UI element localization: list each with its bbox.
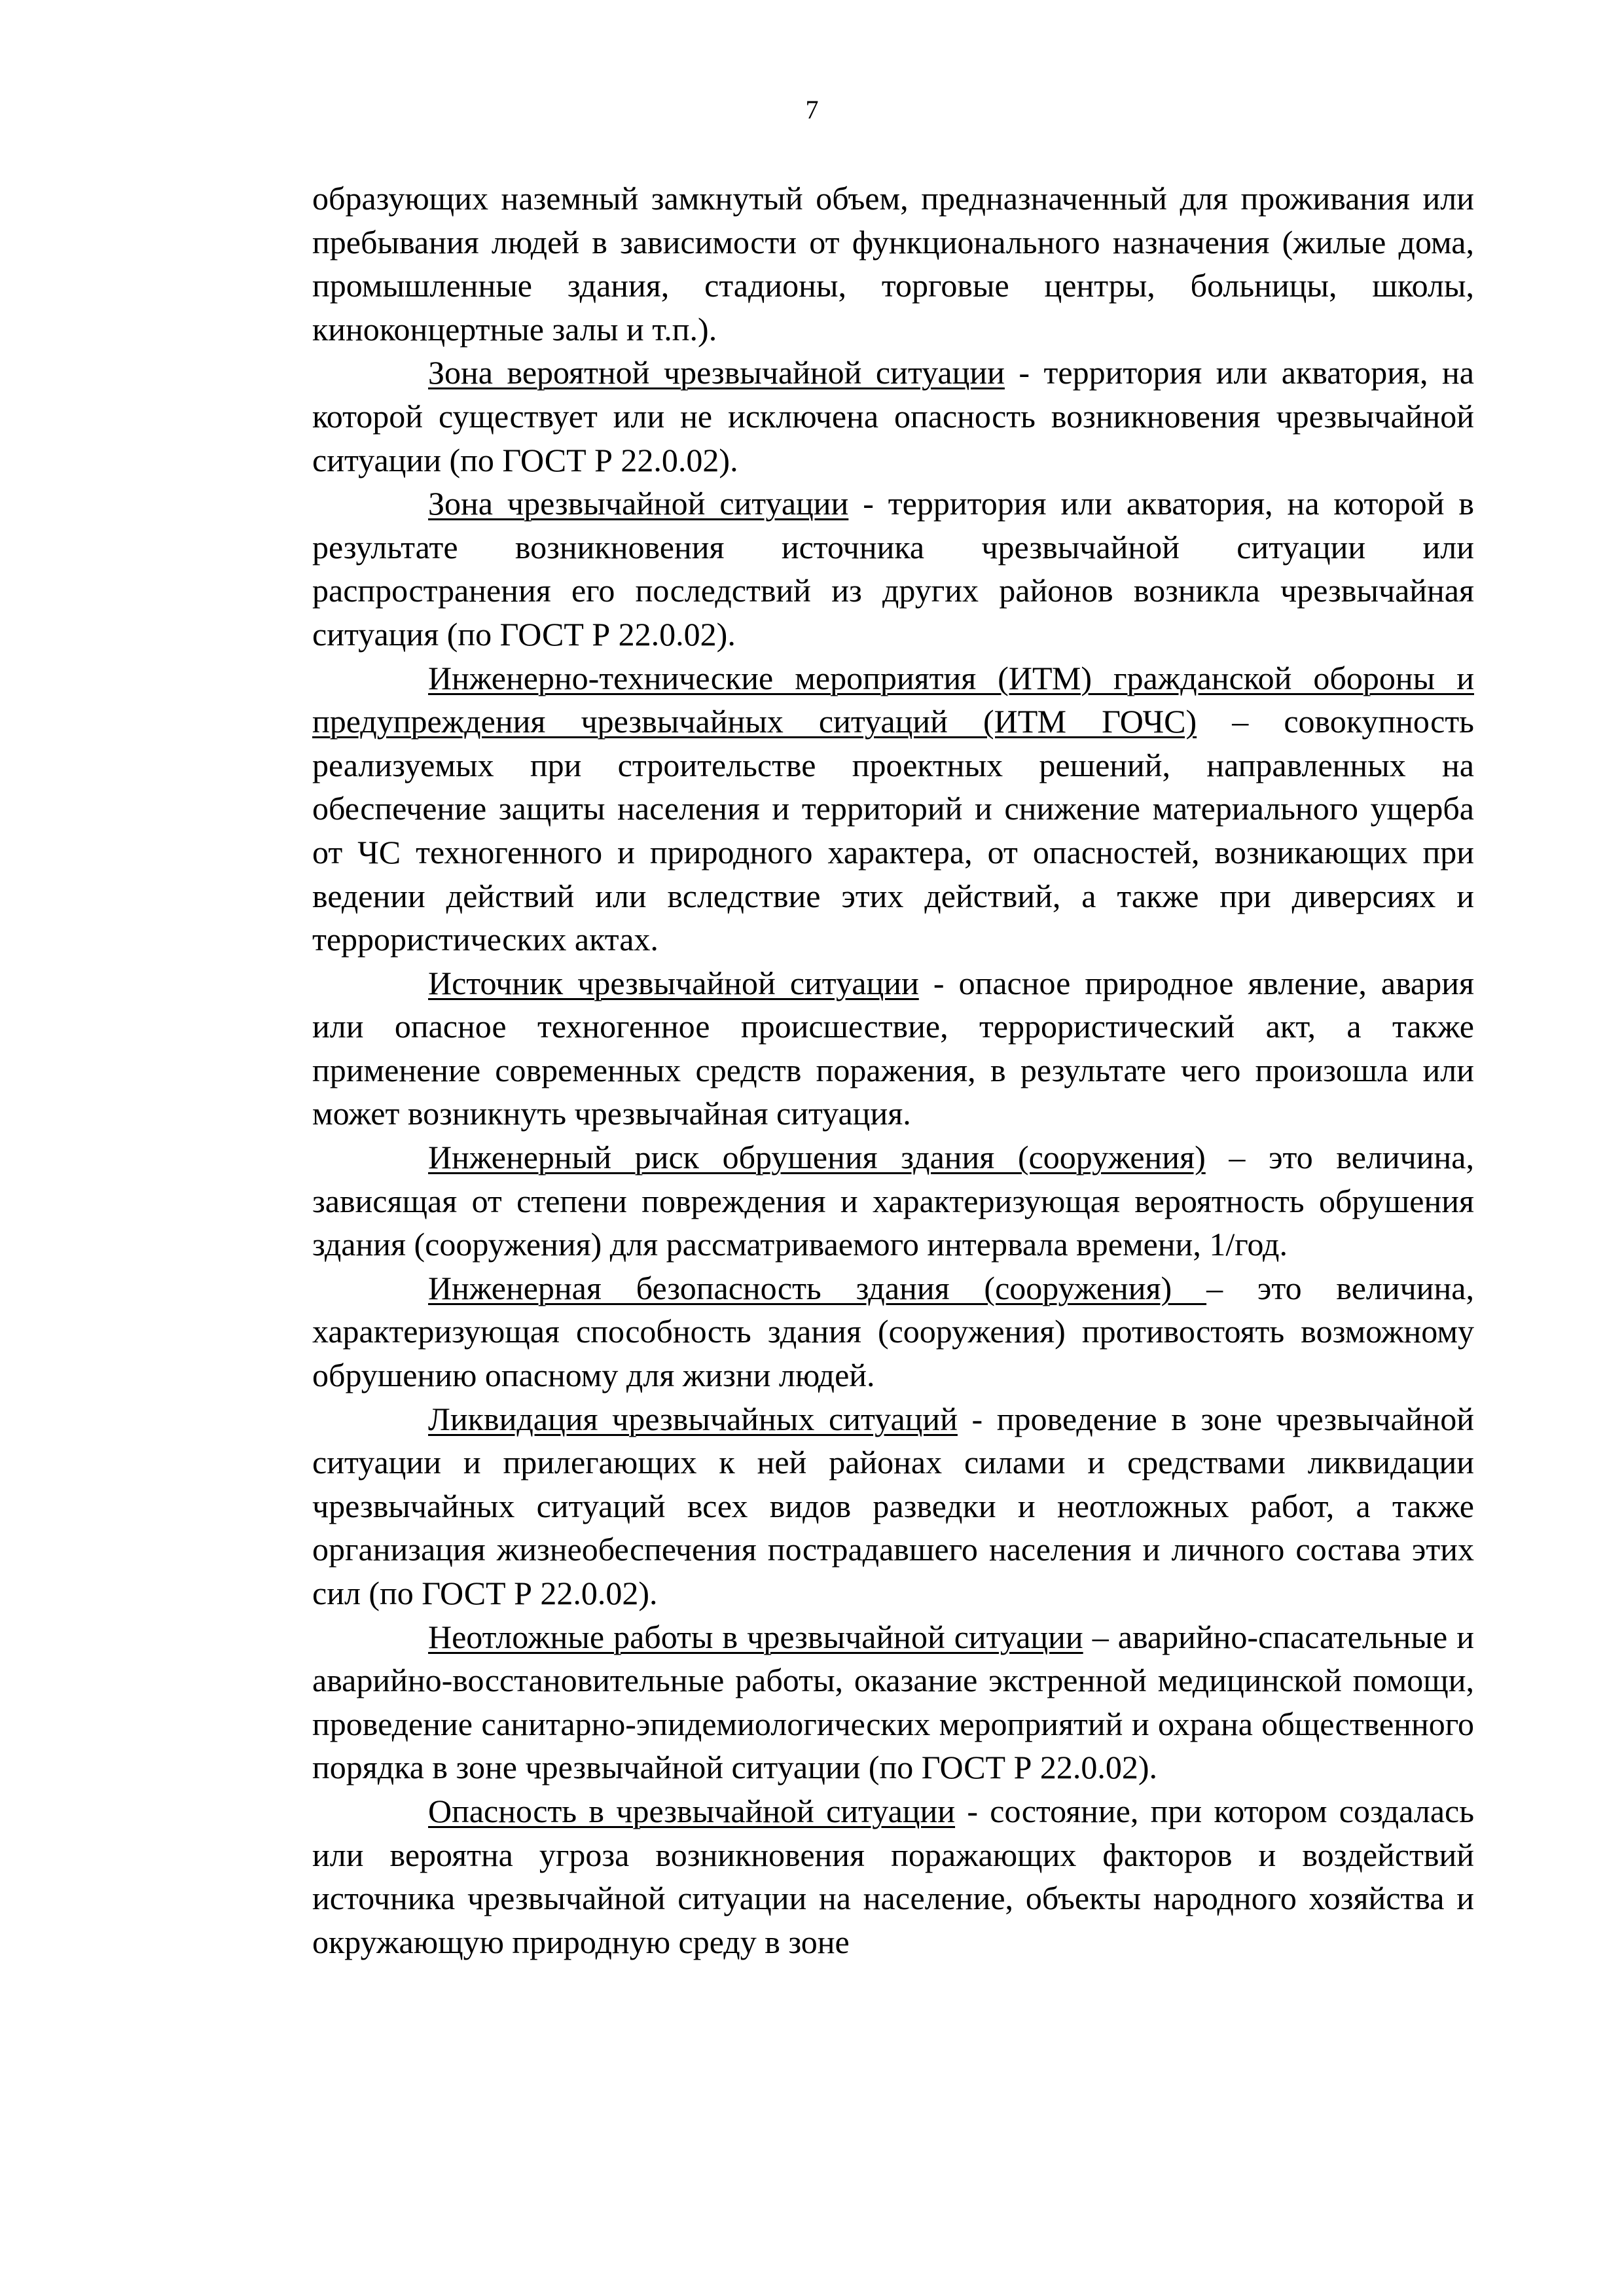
definition-text: - территория или акватория, на которой в результате возникновения источника чрезвычайной ситуации или распространения его последствий из других районов возникла чрезвычайная ситуация (по ГОСТ Р 22.0.02). xyxy=(312,485,1474,653)
term: Опасность в чрезвычайной ситуации xyxy=(428,1792,956,1829)
definition-text: – это величина, характеризующая способность здания (сооружения) противостоять возможному обрушению опасному для жизни людей. xyxy=(312,1269,1474,1394)
term: Зона чрезвычайной ситуации xyxy=(428,485,849,522)
definition-text: – это величина, зависящая от степени повреждения и характеризующая вероятность обрушения здания (сооружения) для рассматриваемого интервала времени, 1/год. xyxy=(312,1139,1474,1263)
definition-emergency-source xyxy=(312,961,1474,1136)
term: Инженерный риск обрушения здания (сооружения) xyxy=(428,1139,1206,1176)
term: Зона вероятной чрезвычайной ситуации xyxy=(428,354,1005,391)
page-number: 7 xyxy=(805,95,819,124)
definition-zone-emergency xyxy=(312,482,1474,656)
definition-zone-probable-emergency xyxy=(312,351,1474,482)
definition-text: – совокупность реализуемых при строительстве проектных решений, направленных на обеспечение защиты населения и территорий и снижение материального ущерба от ЧС техногенного и природного характера, от опасностей, возникающих при ведении действий или вследствие этих действий, а также при диверсиях и террористических актах. xyxy=(312,703,1474,958)
paragraph-text: образующих наземный замкнутый объем, предназначенный для проживания или пребывания людей в зависимости от функционального назначения (жилые дома, промышленные здания, стадионы, торговые центры, больницы, школы, киноконцертные залы и т.п.). xyxy=(312,180,1474,348)
term: Неотложные работы в чрезвычайной ситуации xyxy=(428,1618,1083,1655)
definition-engineering-measures xyxy=(312,656,1474,961)
term: Ликвидация чрезвычайных ситуаций xyxy=(428,1400,958,1437)
definition-engineering-safety xyxy=(312,1266,1474,1397)
term: Источник чрезвычайной ситуации xyxy=(428,964,919,1001)
paragraph-continuation xyxy=(312,177,1474,351)
definition-text: - состояние, при котором создалась или вероятна угроза возникновения поражающих факторов и воздействий источника чрезвычайной ситуации на население, объекты народного хозяйства и окружающую природную среду в зоне xyxy=(312,1792,1475,1960)
document-body xyxy=(312,177,1474,1964)
term: Инженерно-технические мероприятия (ИТМ) гражданской обороны и предупреждения чрезвычайных ситуаций (ИТМ ГОЧС) xyxy=(312,659,1474,740)
term: Инженерная безопасность здания (сооружения) xyxy=(428,1269,1207,1306)
definition-emergency-danger xyxy=(312,1789,1474,1964)
definition-emergency-liquidation xyxy=(312,1397,1474,1615)
definition-text: - проведение в зоне чрезвычайной ситуации и прилегающих к ней районах силами и средствами ликвидации чрезвычайных ситуаций всех видов разведки и неотложных работ, а также организация жизнеобеспечения пострадавшего населения и личного состава этих сил (по ГОСТ Р 22.0.02). xyxy=(312,1400,1474,1611)
definition-engineering-collapse-risk xyxy=(312,1136,1474,1266)
definition-text: - территория или акватория, на которой существует или не исключена опасность возникновения чрезвычайной ситуации (по ГОСТ Р 22.0.02). xyxy=(312,354,1474,478)
definition-text: – аварийно-спасательные и аварийно-восстановительные работы, оказание экстренной медицинской помощи, проведение санитарно-эпидемиологических мероприятий и охрана общественного порядка в зоне чрезвычайной ситуации (по ГОСТ Р 22.0.02). xyxy=(312,1618,1475,1786)
definition-text: - опасное природное явление, авария или опасное техногенное происшествие, террористический акт, а также применение современных средств поражения, в результате чего произошла или может возникнуть чрезвычайная ситуация. xyxy=(312,964,1474,1132)
definition-urgent-works xyxy=(312,1615,1474,1789)
